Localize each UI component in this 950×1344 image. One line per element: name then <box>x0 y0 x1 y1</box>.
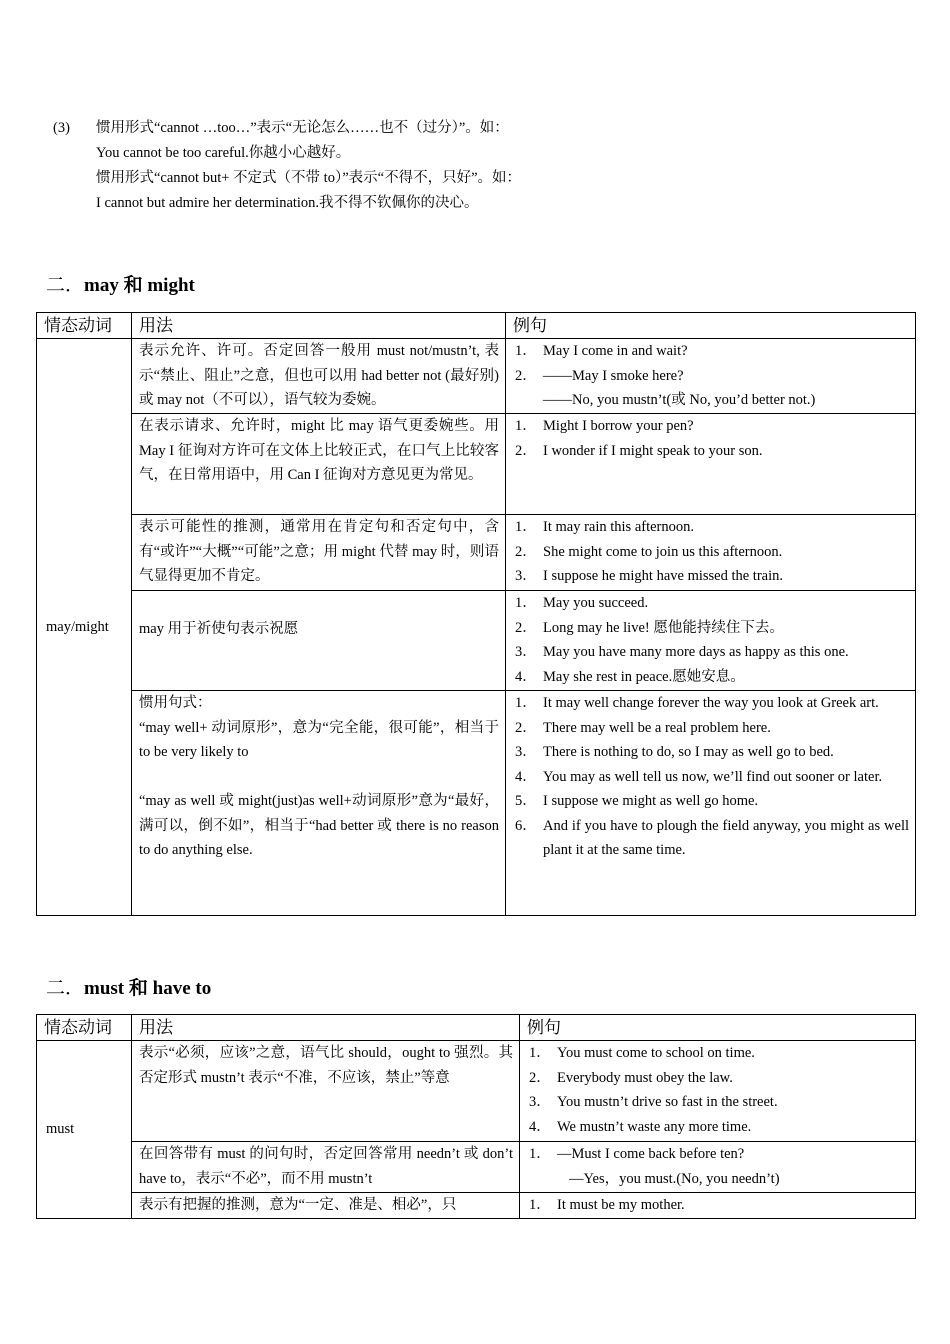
example-item: 2． ——May I smoke here? ——No, you mustn’t(或 No, you’d better not.) <box>515 367 816 408</box>
usage-cell: 表示允许、许可。否定回答一般用 must not/mustn’t, 表示“禁止、阻止”之意，但也可以用 had better not (最好别)或 may not（不可以），语气较为委婉。 <box>132 339 506 414</box>
example-item: 1． —Must I come back before ten? —Yes，you must.(No, you needn’t) <box>529 1146 780 1187</box>
usage-cell: 在表示请求、允许时，might 比 may 语气更委婉些。用 May I 征询对方许可在文体上比较正式，在口气上比较客气，在日常用语中，用 Can I 征询对方意见更为常见。 <box>132 414 506 515</box>
header-modal: 情态动词 <box>37 1015 132 1041</box>
intro-line-3: 惯用形式“cannot but+ 不定式（不带 to）”表示“不得不，只好”。如： <box>96 170 522 186</box>
intro-line-4: I cannot but admire her determination.我不得不钦佩你的决心。 <box>96 195 479 211</box>
examples-cell <box>520 1142 916 1193</box>
table-row <box>37 1193 916 1219</box>
examples-cell <box>520 1041 916 1142</box>
example-item: 2． Long may he live! 愿他能持续住下去。 <box>515 619 784 636</box>
modal-cell: may/might <box>37 339 132 916</box>
example-item: 3． You mustn’t drive so fast in the street. <box>529 1094 778 1110</box>
example-item: 1． You must come to school on time. <box>529 1045 755 1061</box>
table-header-row <box>37 1015 916 1041</box>
example-item: 2． She might come to join us this afternoon. <box>515 543 783 560</box>
example-item: 3． I suppose he might have missed the train. <box>515 568 784 584</box>
examples-cell <box>506 414 916 515</box>
example-item: 4． May she rest in peace.愿她安息。 <box>515 668 745 685</box>
example-item: 3． There is nothing to do, so I may as well go to bed. <box>515 744 834 760</box>
example-item: 2． I wonder if I might speak to your son. <box>515 442 763 459</box>
table-row <box>37 1142 916 1193</box>
table-row <box>37 515 916 591</box>
examples-cell <box>506 515 916 591</box>
section2-title: 二．must 和 have to <box>46 978 212 999</box>
section1-title: 二．may 和 might <box>46 275 195 296</box>
examples-cell <box>520 1193 916 1219</box>
modal-cell: must <box>37 1041 132 1219</box>
section2-table <box>36 1014 916 1219</box>
intro-block <box>53 116 521 216</box>
intro-line-1: (3) 惯用形式“cannot …too…”表示“无论怎么……也不（过分）”。如： <box>53 116 521 141</box>
usage-cell: 惯用句式： “may well+ 动词原形”，意为“完全能，很可能”，相当于 to be very likely to “may as well 或 might(just)as well+动词原形”意为“最好，满可以，倒不如”，相当于“had better 或 there is no reason to do anything else. <box>132 691 506 916</box>
usage-cell: may 用于祈使句表示祝愿 <box>132 591 506 691</box>
header-examples: 例句 <box>506 313 916 339</box>
example-item: 4． You may as well tell us now, we’ll find out sooner or later. <box>515 768 883 785</box>
examples-cell <box>506 691 916 916</box>
example-item: 4． We mustn’t waste any more time. <box>529 1118 752 1135</box>
example-item: 1． It must be my mother. <box>529 1197 685 1213</box>
examples-cell <box>506 591 916 691</box>
example-item: 1． It may well change forever the way you look at Greek art. <box>515 695 879 711</box>
example-item: 1． Might I borrow your pen? <box>515 418 694 434</box>
usage-cell: 表示可能性的推测，通常用在肯定句和否定句中，含有“或许”“大概”“可能”之意；用 might 代替 may 时，则语气显得更加不肯定。 <box>132 515 506 591</box>
examples-cell <box>506 339 916 414</box>
example-item: 3． May you have many more days as happy as this one. <box>515 644 849 660</box>
header-usage: 用法 <box>132 1015 520 1041</box>
table-row <box>37 691 916 916</box>
example-item: 2． There may well be a real problem here. <box>515 719 771 736</box>
example-item: 1． It may rain this afternoon. <box>515 519 694 535</box>
example-item: 2． Everybody must obey the law. <box>529 1069 733 1086</box>
table-row <box>37 339 916 414</box>
section1-table <box>36 312 916 916</box>
usage-cell: 在回答带有 must 的问句时，否定回答常用 needn’t 或 don’t have to，表示“不必”，而不用 mustn’t <box>132 1142 520 1193</box>
example-item: 1． May I come in and wait? <box>515 343 688 359</box>
header-examples: 例句 <box>520 1015 916 1041</box>
example-item: 6． And if you have to plough the field anyway, you might as well plant it at the same time. <box>515 817 909 858</box>
table-row <box>37 414 916 515</box>
table-row <box>37 1041 916 1142</box>
table-row <box>37 591 916 691</box>
header-usage: 用法 <box>132 313 506 339</box>
usage-cell: 表示“必须，应该”之意，语气比 should，ought to 强烈。其否定形式 mustn’t 表示“不准，不应该，禁止”等意 <box>132 1041 520 1142</box>
usage-cell: 表示有把握的推测，意为“一定、准是、相必”，只 <box>132 1193 520 1219</box>
header-modal: 情态动词 <box>37 313 132 339</box>
example-item: 5． I suppose we might as well go home. <box>515 793 759 809</box>
example-item: 1． May you succeed. <box>515 595 649 611</box>
intro-line-2: You cannot be too careful.你越小心越好。 <box>96 145 351 161</box>
table-header-row <box>37 313 916 339</box>
intro-number: (3) <box>53 120 70 136</box>
